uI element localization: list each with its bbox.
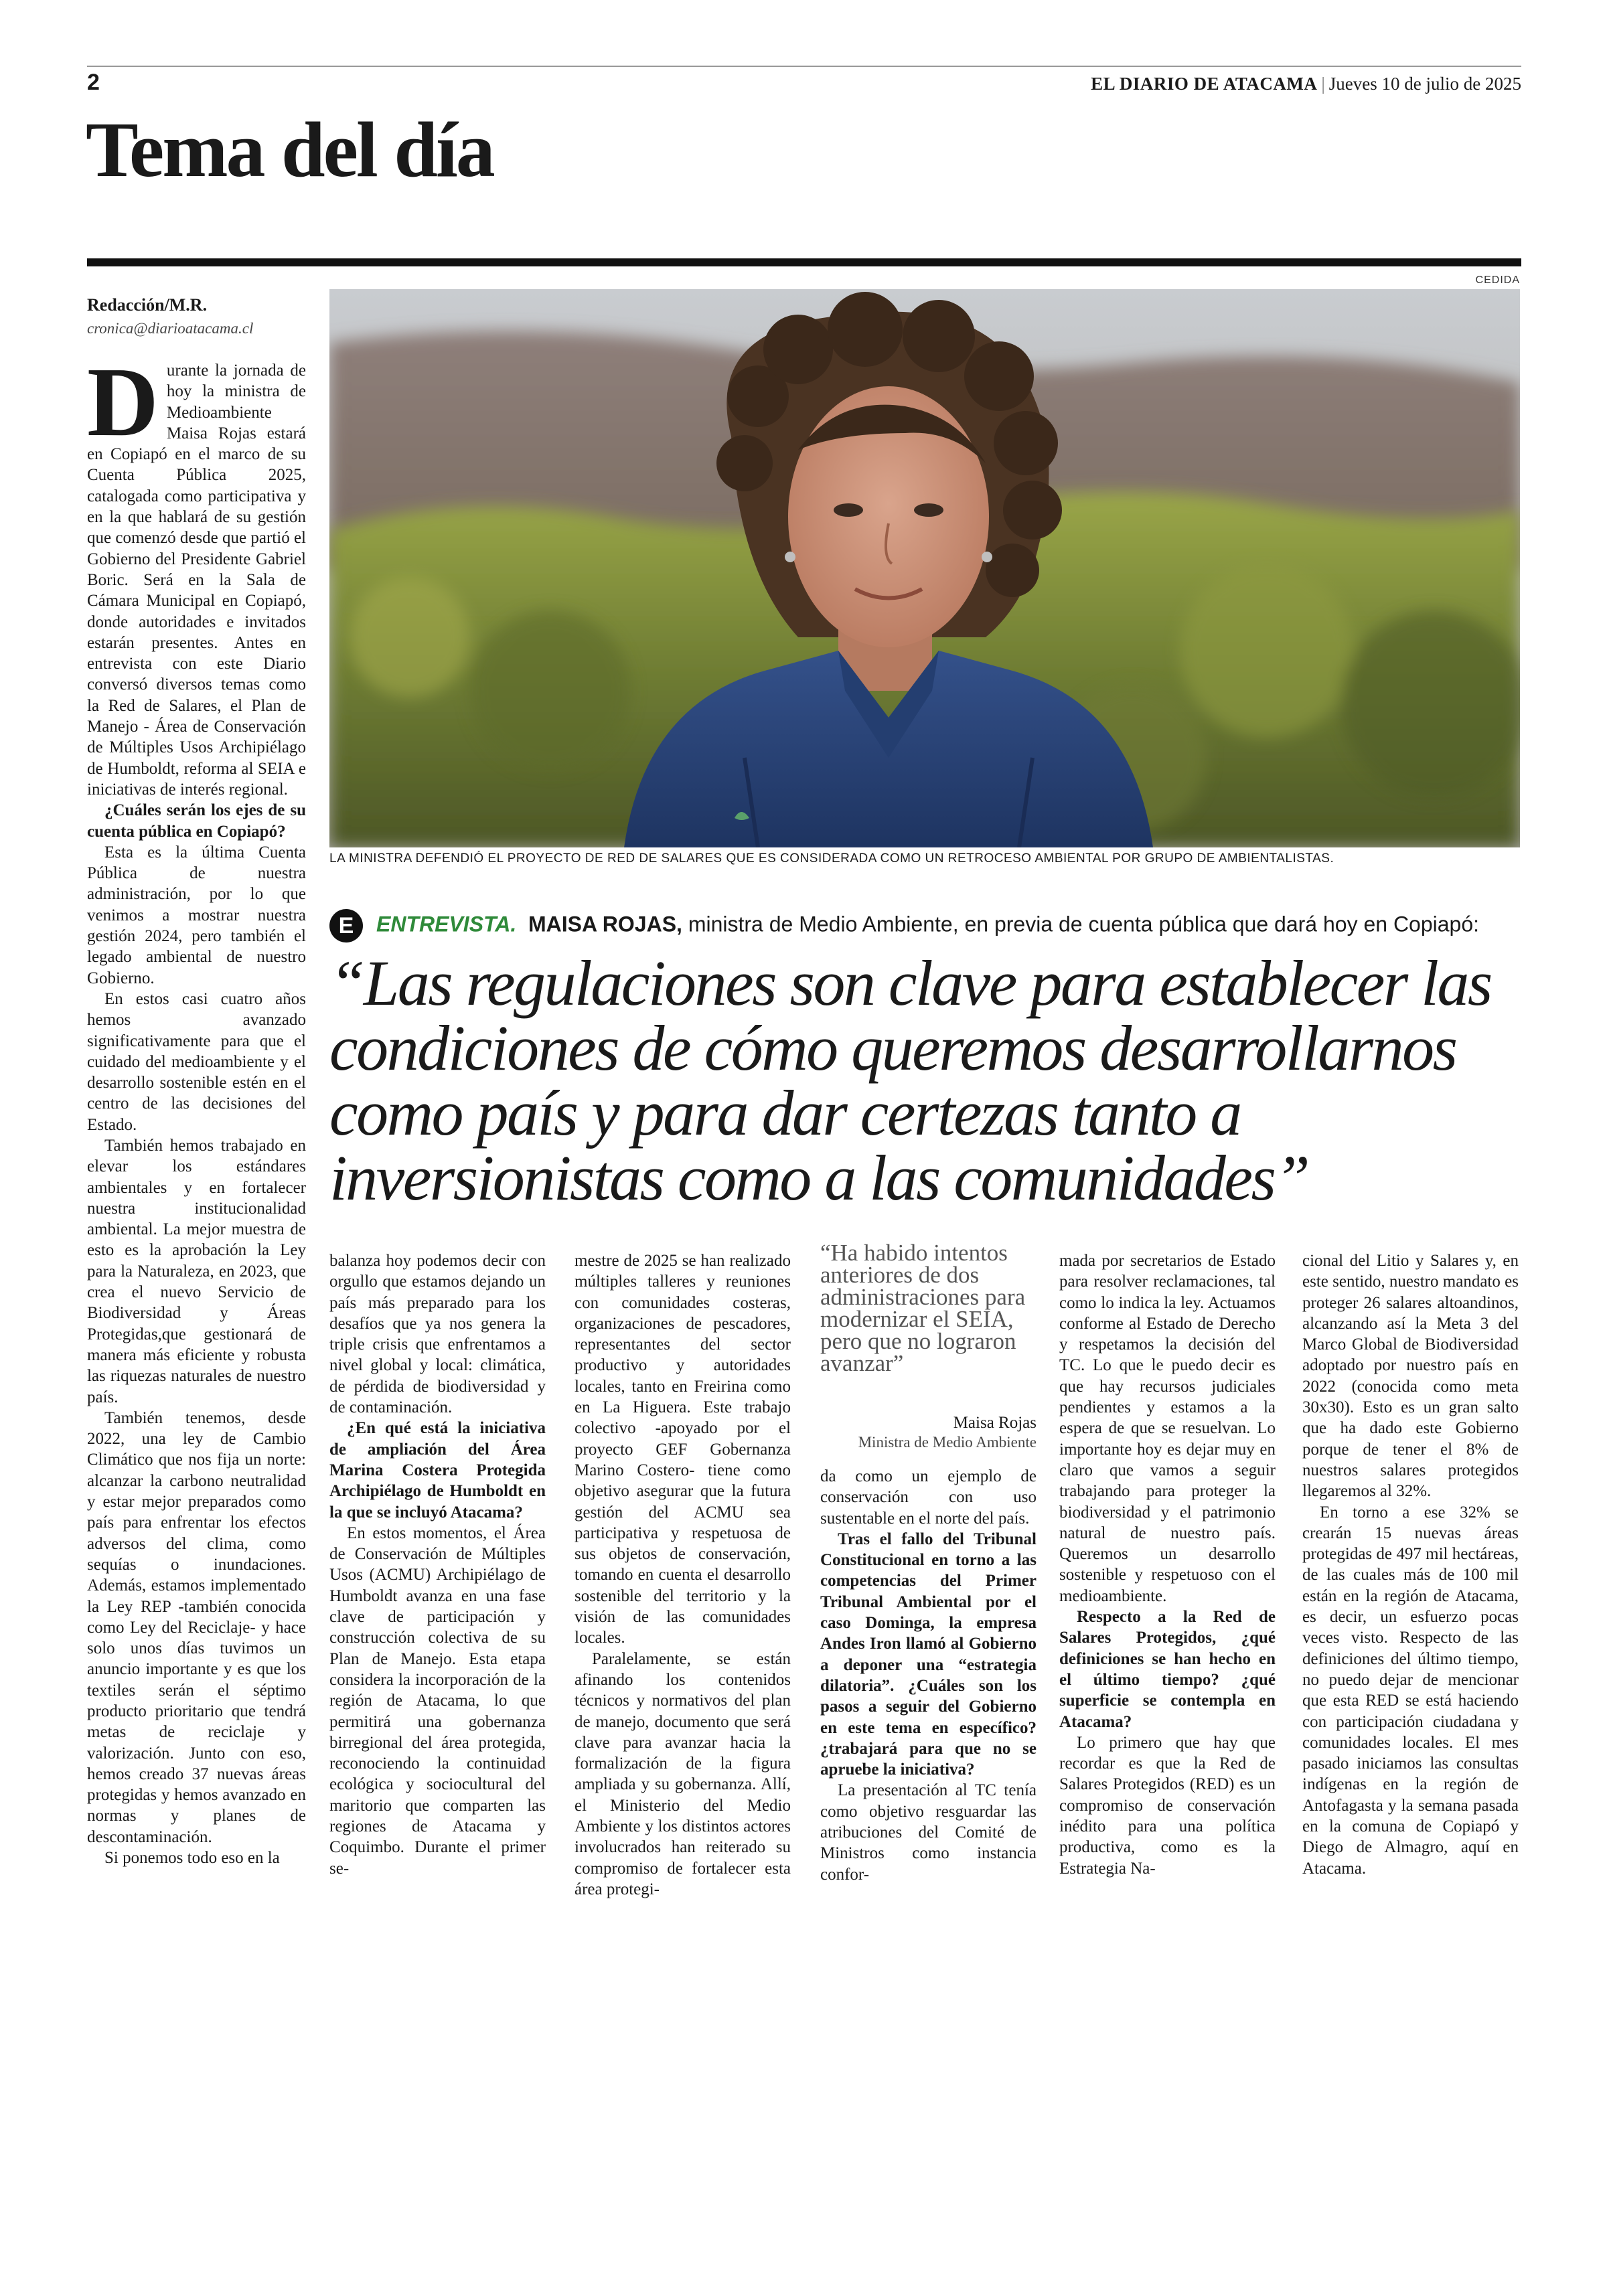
kicker-label: ENTREVISTA. xyxy=(376,912,517,936)
paragraph: da como un ejemplo de conservación con uso sustentable en el norte del país. xyxy=(820,1467,1037,1528)
paragraph: cional del Litio y Salares y, en este sentido, nuestro mandato es proteger 26 salares altoandinos, alcanzando así la Meta 3 del Marco Global de Biodiversidad adoptado por nuestro país en 2022 (conocida como meta 30x30). Esto es un gran salto que ha dado este Gobierno porque de tener el 8% de nuestros salares protegidos llegaremos al 32%. xyxy=(1302,1252,1519,1501)
issue-date: Jueves 10 de julio de 2025 xyxy=(1328,74,1521,94)
masthead-line xyxy=(1091,74,1521,94)
section-title: Tema del día xyxy=(86,106,493,193)
question: ¿En qué está la iniciativa de ampliación del Área Marina Costera Protegida Archipiélago de Humboldt en la que se incluyó Atacama? xyxy=(329,1419,546,1522)
photo-credit: CEDIDA xyxy=(1475,274,1520,286)
question: ¿Cuáles serán los ejes de su cuenta pública en Copiapó? xyxy=(87,801,306,841)
article-column-6 xyxy=(1302,1250,1519,1879)
photo-caption: LA MINISTRA DEFENDIÓ EL PROYECTO DE RED DE SALARES QUE ES CONSIDERADA COMO UN RETROCESO AMBIENTAL POR GRUPO DE AMBIENTALISTAS. xyxy=(329,851,1334,866)
article-column-2 xyxy=(329,1250,546,1879)
headline-line: condiciones de cómo queremos desarrollarnos xyxy=(329,1012,1456,1084)
paragraph: Si ponemos todo eso en la xyxy=(104,1849,280,1868)
main-photo xyxy=(329,289,1520,847)
headline-line: inversionistas como a las comunidades” xyxy=(329,1142,1309,1214)
pull-quote-role: Ministra de Medio Ambiente xyxy=(858,1434,1037,1451)
paragraph: mada por secretarios de Estado para resolver reclamaciones, tal como lo indica la ley. Actuamos conforme al Estado de Derecho y respetamos la decisión del TC. Lo que le puedo decir es que hay recursos judiciales pendientes y estamos a la espera de que se resuelvan. Lo importante hoy es dejar muy en claro que vamos a seguir trabajando para proteger la biodiversidad y el patrimonio natural de nuestro país. Queremos un desarrollo sostenible y respetuoso con el medioambiente. xyxy=(1059,1252,1276,1605)
interview-kicker xyxy=(329,909,1479,942)
headline-line: como país y para dar certezas tanto a xyxy=(329,1077,1241,1149)
article-column-3 xyxy=(575,1250,791,1900)
pull-quote: “Ha habido intentos anteriores de dos administraciones para modernizar el SEIA, pero que no lograron avanzar” xyxy=(820,1240,1026,1376)
question: Tras el fallo del Tribunal Constitucional en torno a las competencias del Primer Tribunal Ambiental por el caso Dominga, la empresa Andes Iron llamó al Gobierno a deponer una “estrategia dilatoria”. ¿Cuáles son los pasos a seguir del Gobierno en este tema en específico? ¿trabajará para que no se apruebe la iniciativa? xyxy=(820,1530,1037,1779)
entrevista-badge: E xyxy=(329,909,363,942)
paragraph: En estos casi cuatro años hemos avanzado significativamente para que el cuidado del medioambiente y el desarrollo sostenible estén en el centro de las decisiones del Estado. xyxy=(87,989,306,1134)
pull-quote-name: Maisa Rojas xyxy=(953,1414,1037,1432)
section-rule xyxy=(87,258,1521,266)
article-column-4 xyxy=(820,1466,1037,1885)
paragraph: Paralelamente, se están afinando los contenidos técnicos y normativos del plan de manejo, documento que será clave para avanzar hacia la formalización de la figura ampliada y su gobernanza. Allí, el Ministerio del Medio Ambiente y los distintos actores involucrados han reiterado su compromiso de fortalecer esta área protegi- xyxy=(575,1649,791,1898)
paragraph: Lo primero que hay que recordar es que la Red de Salares Protegidos (RED) es un compromiso de conservación inédito para una política productiva, como es la Estrategia Na- xyxy=(1059,1733,1276,1878)
paragraph: mestre de 2025 se han realizado múltiples talleres y reuniones con comunidades costeras, organizaciones de pescadores, representantes del sector productivo y autoridades locales, tanto en Freirina como en La Higuera. Este trabajo colectivo -apoyado por el proyecto GEF Gobernanza Marino Costero- tiene como objetivo asegurar que la futura gestión del ACMU sea participativa y respetuosa de sus objetos de conservación, tomando en cuenta el desarrollo sostenible del territorio y la visión de las comunidades locales. xyxy=(575,1252,791,1647)
question: Respecto a la Red de Salares Protegidos, ¿qué definiciones se han hecho en el último tiempo? ¿qué superficie se contempla en Atacama? xyxy=(1059,1608,1276,1731)
paragraph: También hemos trabajado en elevar los estándares ambientales y en fortalecer nuestra institucionalidad ambiental. La mejor muestra de esto es la aprobación la Ley para la Naturaleza, en 2023, que crea el nuevo Servicio de Biodiversidad y Áreas Protegidas,que gestionará de manera más eficiente y robusta las riquezas naturales de nuestro país. xyxy=(87,1136,306,1406)
lead-paragraph xyxy=(87,347,306,800)
page-number: 2 xyxy=(87,70,100,95)
drop-cap: D xyxy=(87,347,159,457)
masthead-separator: | xyxy=(1321,74,1325,94)
portrait-illustration xyxy=(329,289,1520,847)
paragraph: También tenemos, desde 2022, una ley de Cambio Climático que nos fija un norte: alcanzar la carbono neutralidad y estar mejor preparados como país para enfrentar los efectos adversos del clima, como sequías o inundaciones. Además, estamos implementado la Ley REP -también conocida como Ley del Reciclaje- y hace solo unos días tuvimos un anuncio importante y es que los textiles serán el séptimo producto prioritario que tendrá metas de reciclaje y valorización. Junto con eso, hemos creado 37 nuevas áreas protegidas y hemos avanzado en normas y planes de descontaminación. xyxy=(87,1408,306,1846)
paragraph: En torno a ese 32% se crearán 15 nuevas áreas protegidas de 497 mil hectáreas, de las cuales más de 100 mil están en la región de Atacama, es decir, un esfuerzo pocas veces visto. Respecto de las definiciones del último tiempo, no puedo dejar de mencionar que esta RED se está haciendo con participación ciudadana y comunidades locales. El mes pasado iniciamos las consultas indígenas en la región de Antofagasta y la semana pasada en la comuna de Copiapó y Diego de Almagro, aquí en Atacama. xyxy=(1302,1503,1519,1878)
paragraph: La presentación al TC tenía como objetivo resguardar las atribuciones del Comité de Ministros como instancia confor- xyxy=(820,1781,1037,1884)
lead-text: urante la jornada de hoy la ministra de Medioambiente Maisa Rojas estará en Copiapó en el marco de su Cuenta Pública 2025, catalogada como participativa y en la que hablará de su gestión que comenzó desde que partió el Gobierno del Presidente Gabriel Boric. Será en la Sala de Cámara Municipal en Copiapó, donde autoridades e invitados estarán presentes. Antes en entrevista con este Diario conversó diversos temas como la Red de Salares, el Plan de Manejo - Área de Conservación de Múltiples Usos Archipiélago de Humboldt, reforma al SEIA e iniciativas de interés regional. xyxy=(87,361,306,799)
headline-line: “Las regulaciones son clave para establecer las xyxy=(329,947,1491,1019)
paragraph: En estos momentos, el Área de Conservación de Múltiples Usos (ACMU) Archipiélago de Humboldt avanza en una fase clave de participación y construcción colectiva de su Plan de Manejo. Esta etapa considera la incorporación de la región de Atacama, lo que permitirá una gobernanza birregional del área protegida, reconociendo la continuidad ecológica y sociocultural del maritorio que comparten las regiones de Atacama y Coquimbo. Durante el primer se- xyxy=(329,1524,546,1878)
article-column-1 xyxy=(87,347,306,1868)
byline-email[interactable]: cronica@diarioatacama.cl xyxy=(87,320,254,337)
top-divider xyxy=(87,66,1521,67)
paragraph: Esta es la última Cuenta Pública de nuestra administración, por lo que venimos a mostrar nuestra gestión 2024, pero también el legado ambiental de nuestro Gobierno. xyxy=(87,843,306,987)
kicker-name: MAISA ROJAS, xyxy=(528,912,682,936)
paragraph: balanza hoy podemos decir con orgullo que estamos dejando un país más preparado para los desafíos que ya nos genera la triple crisis que enfrentamos a nivel global y local: climática, de pérdida de biodiversidad y de contaminación. xyxy=(329,1252,546,1417)
byline-author: Redacción/M.R. xyxy=(87,295,208,315)
kicker-description: ministra de Medio Ambiente, en previa de cuenta pública que dará hoy en Copiapó: xyxy=(688,912,1480,936)
headline xyxy=(329,947,1528,1214)
paper-name: EL DIARIO DE ATACAMA xyxy=(1091,74,1318,94)
article-column-5 xyxy=(1059,1250,1276,1879)
